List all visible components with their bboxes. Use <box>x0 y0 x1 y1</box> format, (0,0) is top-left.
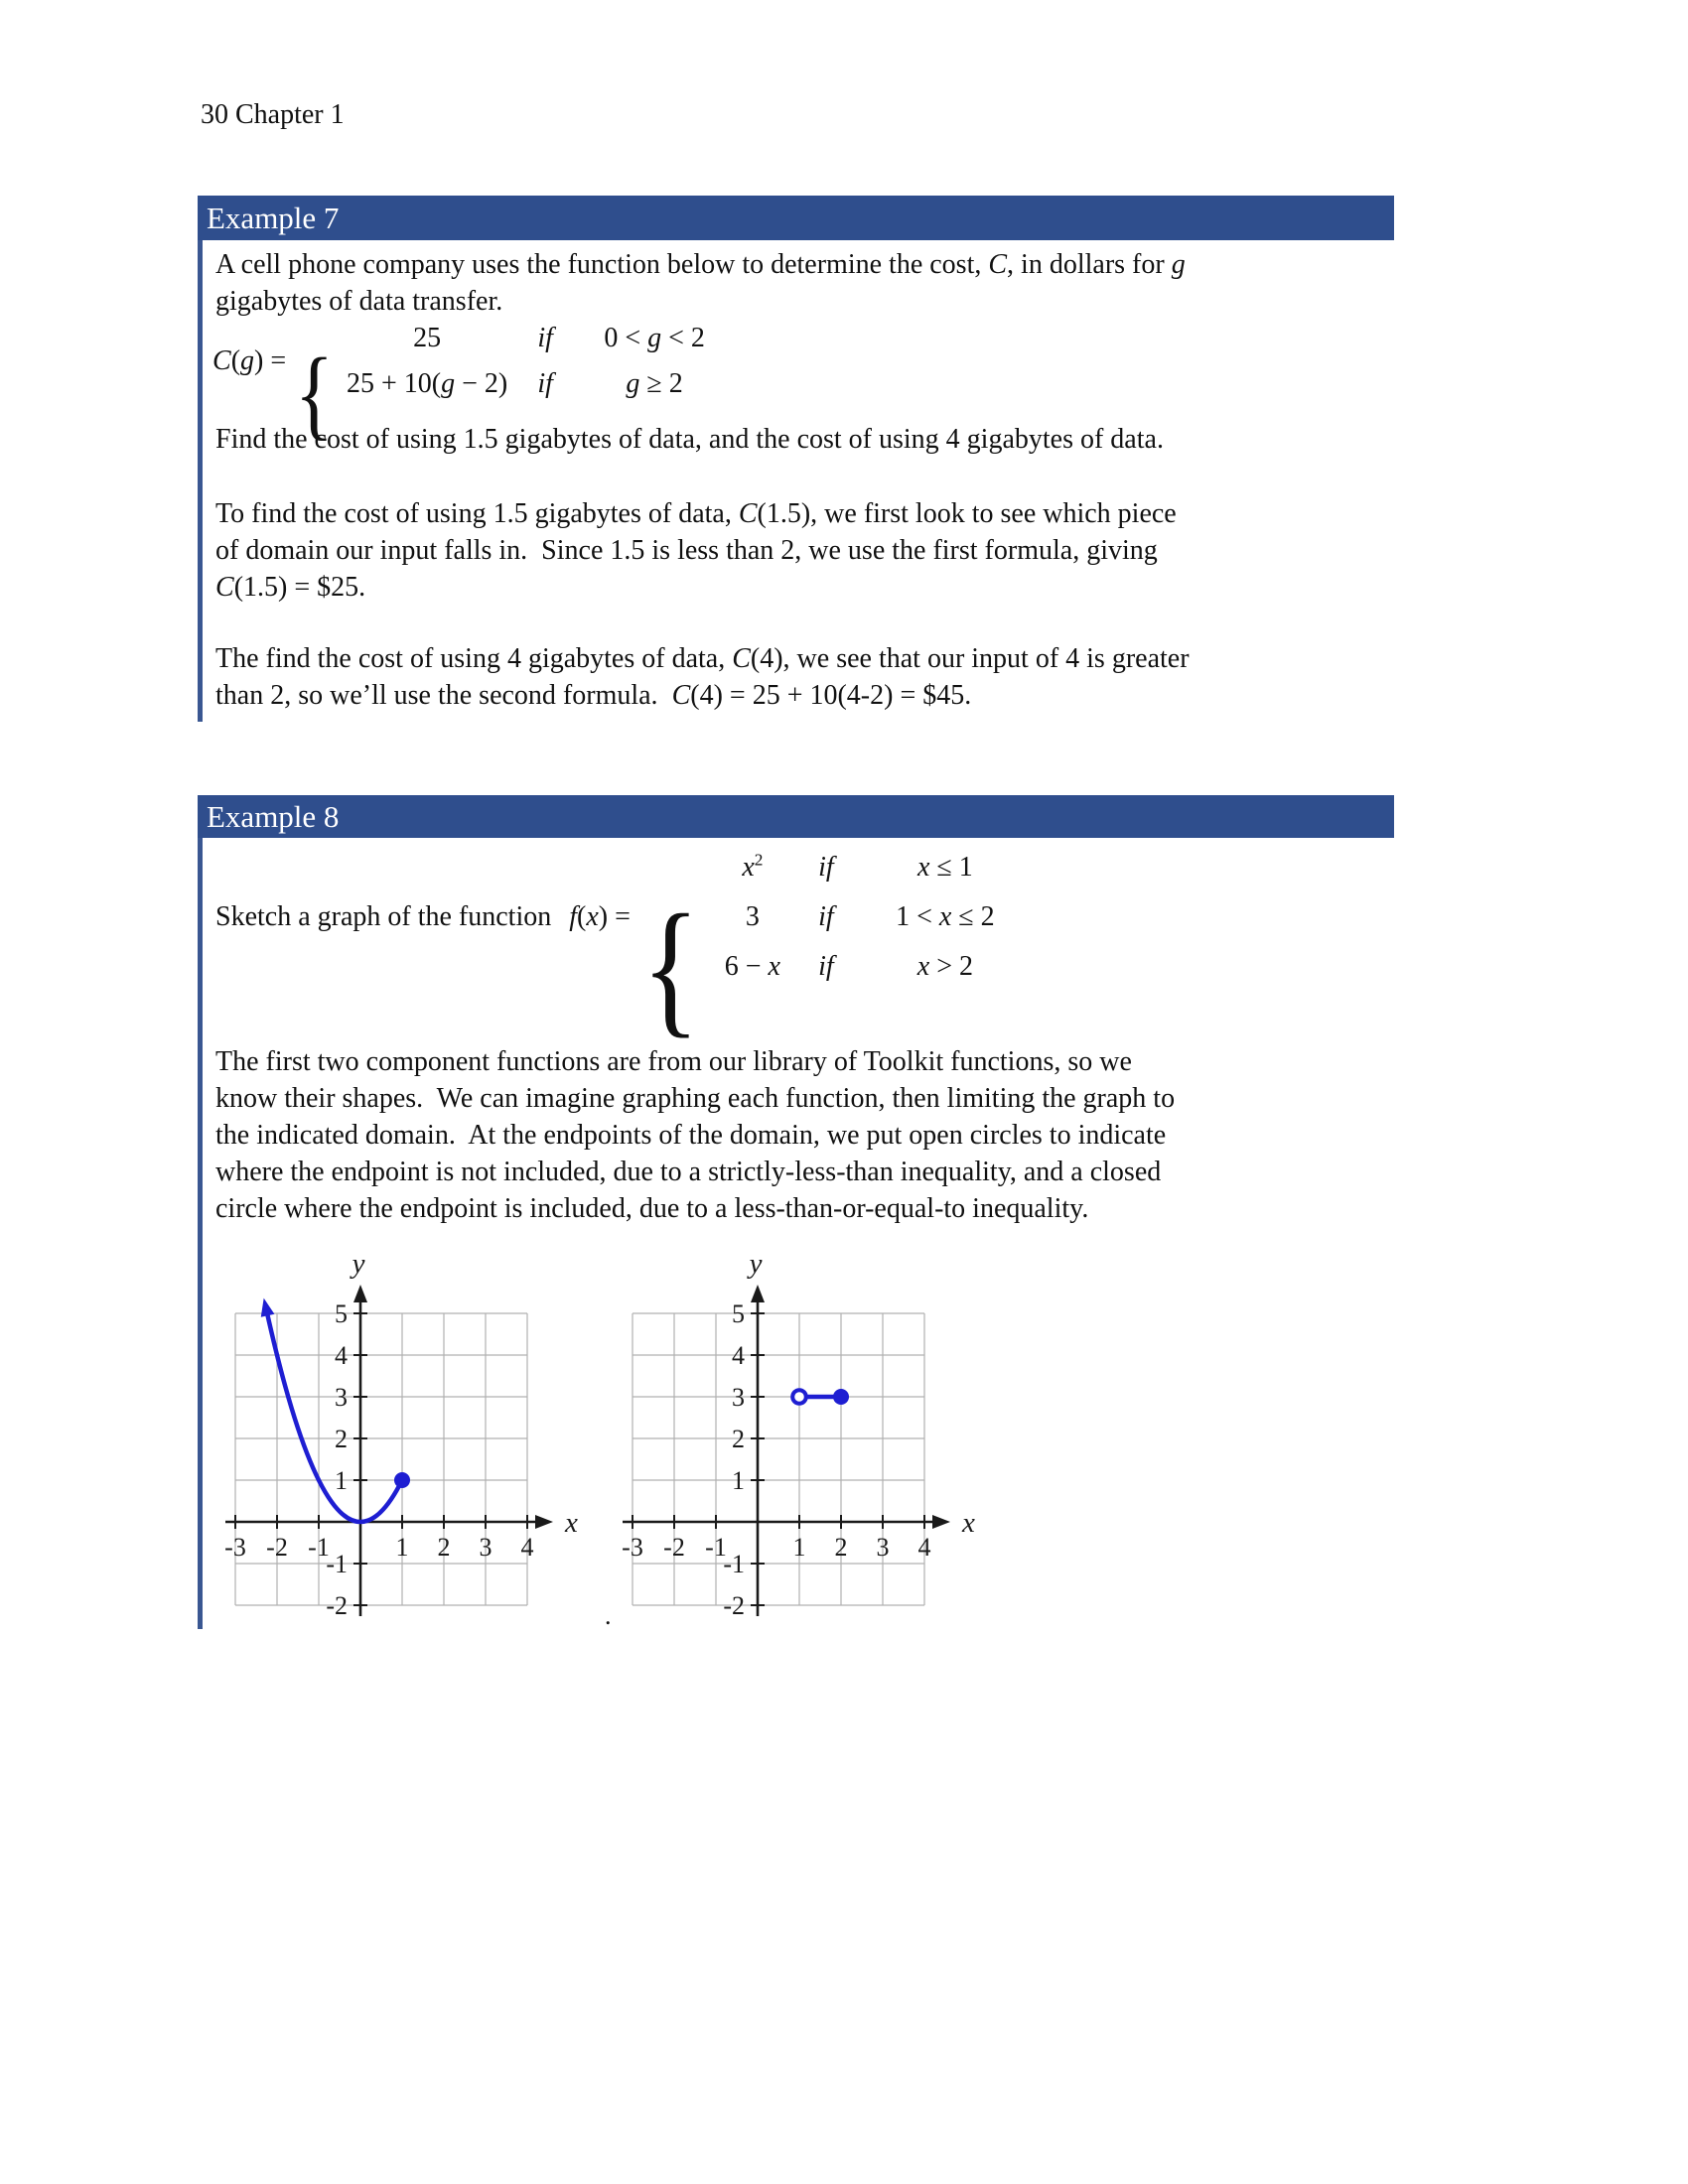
example8-title-bar <box>198 795 1394 838</box>
svg-text:4: 4 <box>520 1533 534 1562</box>
svg-text:-2: -2 <box>723 1591 745 1620</box>
svg-text:y: y <box>352 1248 365 1280</box>
parabola-piece-plot <box>221 1239 589 1631</box>
svg-text:-2: -2 <box>663 1533 685 1562</box>
row-if-keyword: if <box>537 323 553 353</box>
svg-text:2: 2 <box>732 1425 745 1453</box>
svg-text:1: 1 <box>395 1533 409 1562</box>
svg-text:1: 1 <box>732 1466 745 1495</box>
svg-text:-1: -1 <box>723 1550 745 1578</box>
example7-content-box <box>198 240 1394 722</box>
formula-row <box>339 316 724 361</box>
row-condition: x > 2 <box>916 951 973 982</box>
formula-row <box>707 892 1029 942</box>
svg-text:-3: -3 <box>224 1533 246 1562</box>
row-condition: x ≤ 1 <box>916 852 973 883</box>
formula-rows <box>339 316 724 407</box>
svg-text:2: 2 <box>335 1425 348 1453</box>
svg-text:y: y <box>749 1248 763 1280</box>
example8-content-box <box>198 838 1394 1629</box>
example7-question-text: Find the cost of using 1.5 gigabytes of data, and the cost of using 4 gigabytes of data. <box>215 424 1164 455</box>
example7-title-bar <box>198 196 1394 240</box>
row-expression: 6 − x <box>724 951 780 982</box>
formula-row <box>339 361 724 407</box>
svg-text:x: x <box>962 1507 975 1539</box>
svg-text:-2: -2 <box>326 1591 348 1620</box>
example8-piecewise-function: Sketch a graph of the function f(x) = { $x^2$ if x ≤ 1 3 if 1 < x ≤ 2 6 − x if x > 2 <box>215 840 1029 995</box>
svg-text:-1: -1 <box>326 1550 348 1578</box>
trailing-period: . <box>605 1601 612 1630</box>
row-if-keyword: if <box>818 852 834 883</box>
row-condition: 1 < x ≤ 2 <box>896 901 995 932</box>
svg-text:3: 3 <box>479 1533 492 1562</box>
row-expression: $x^2$ <box>742 850 764 883</box>
formula-rows <box>707 843 1029 992</box>
constant-piece-plot <box>619 1239 986 1631</box>
svg-text:5: 5 <box>732 1299 745 1328</box>
graph-constant-piece <box>619 1239 986 1631</box>
row-expression: 25 + 10(g − 2) <box>346 368 508 399</box>
formula-lhs: f(x) = <box>569 901 631 932</box>
example8-title: Example 8 <box>207 798 340 834</box>
graph-parabola-piece <box>221 1239 589 1631</box>
svg-text:1: 1 <box>792 1533 806 1562</box>
svg-text:2: 2 <box>437 1533 451 1562</box>
formula-lhs: C(g) = <box>212 345 287 376</box>
svg-text:4: 4 <box>335 1341 348 1370</box>
example7-intro-text: A cell phone company uses the function below to determine the cost, C, in dollars for g gigabytes of data transfer. <box>215 249 1186 317</box>
row-condition: g ≥ 2 <box>626 368 683 399</box>
example8-lead-text: Sketch a graph of the function <box>215 901 552 932</box>
svg-text:1: 1 <box>335 1466 348 1495</box>
example8-explanation-paragraph: The first two component functions are from our library of Toolkit functions, so we know their shapes. We can imagine graphing each function, then limiting the graph to the indicated domain. At the endpoints of the domain, we put open circles to indicate where the endpoint is not included, due to a strictly-less-than inequality, and a closed circle where the endpoint is included, due to a less-than-or-equal-to inequality. <box>215 1046 1176 1224</box>
svg-text:3: 3 <box>732 1383 745 1412</box>
svg-text:x: x <box>565 1507 578 1539</box>
svg-text:-2: -2 <box>266 1533 288 1562</box>
row-condition: 0 < g < 2 <box>604 323 705 353</box>
page-header: 30 Chapter 1 <box>201 99 345 130</box>
example7-piecewise-function: C(g) = { 25 if 0 < g < 2 25 + 10(g − 2) if g ≥ 2 <box>212 314 724 409</box>
svg-text:4: 4 <box>917 1533 931 1562</box>
row-if-keyword: if <box>537 368 553 399</box>
row-expression: 3 <box>745 901 760 932</box>
svg-text:-1: -1 <box>308 1533 330 1562</box>
row-if-keyword: if <box>818 951 834 982</box>
example7-solution-paragraph-2: The find the cost of using 4 gigabytes of data, C(4), we see that our input of 4 is greater than 2, so we’ll use the second formula. C(4) = 25 + 10(4-2) = $45. <box>215 643 1190 711</box>
svg-text:3: 3 <box>335 1383 348 1412</box>
svg-text:2: 2 <box>834 1533 848 1562</box>
example7-solution-paragraph-1: To find the cost of using 1.5 gigabytes of data, C(1.5), we first look to see which piece of domain our input falls in. Since 1.5 is less than 2, we use the first formula, giving C(1.5) = $25. <box>215 498 1177 603</box>
svg-text:-3: -3 <box>622 1533 643 1562</box>
example7-title: Example 7 <box>207 200 340 235</box>
svg-text:-1: -1 <box>705 1533 727 1562</box>
svg-text:5: 5 <box>335 1299 348 1328</box>
formula-row <box>707 843 1029 892</box>
formula-row <box>707 942 1029 992</box>
svg-text:4: 4 <box>732 1341 745 1370</box>
row-expression: 25 <box>413 323 442 353</box>
svg-text:3: 3 <box>876 1533 890 1562</box>
row-if-keyword: if <box>818 901 834 932</box>
